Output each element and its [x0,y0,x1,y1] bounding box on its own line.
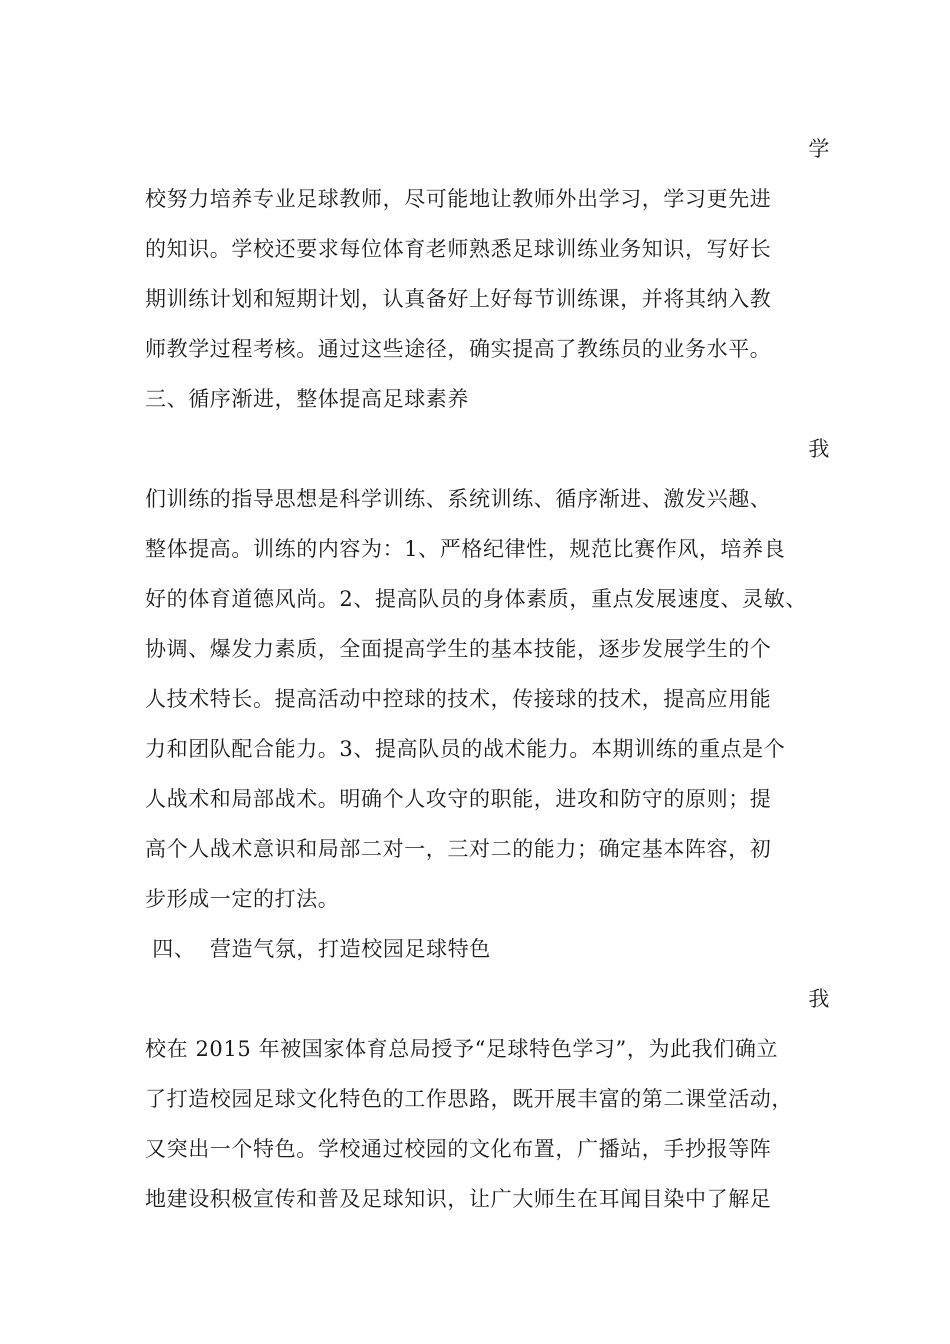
paragraph-line: 了打造校园足球文化特色的工作思路，既开展丰富的第二课堂活动， [145,1087,793,1111]
paragraph-line: 高个人战术意识和局部二对一，三对二的能力；确定基本阵容，初 [145,837,772,861]
paragraph-line: 人技术特长。提高活动中控球的技术，传接球的技术，提高应用能 [145,687,772,711]
paragraph-line: 校努力培养专业足球教师，尽可能地让教师外出学习，学习更先进 [145,187,772,211]
paragraph-line: 师教学过程考核。通过这些途径，确实提高了教练员的业务水平。 [145,337,772,361]
paragraph-line: 协调、爆发力素质，全面提高学生的基本技能，逐步发展学生的个 [145,637,772,661]
paragraph-line: 好的体育道德风尚。2、提高队员的身体素质，重点发展速度、灵敏、 [145,587,807,611]
paragraph-line: 又突出一个特色。学校通过校园的文化布置，广播站，手抄报等阵 [145,1137,772,1161]
paragraph-line: 们训练的指导思想是科学训练、系统训练、循序渐进、激发兴趣、 [145,487,772,511]
section-heading-4: 四、 营造气氛，打造校园足球特色 [145,937,491,961]
paragraph-line: 整体提高。训练的内容为：1、严格纪律性，规范比赛作风，培养良 [145,537,786,561]
paragraph-lead-char: 我 [808,437,830,461]
paragraph-line: 人战术和局部战术。明确个人攻守的职能，进攻和防守的原则；提 [145,787,772,811]
paragraph-lead-char: 学 [808,137,830,161]
paragraph-line: 的知识。学校还要求每位体育老师熟悉足球训练业务知识，写好长 [145,237,772,261]
paragraph-line: 期训练计划和短期计划，认真备好上好每节训练课，并将其纳入教 [145,287,772,311]
paragraph-lead-char: 我 [808,987,830,1011]
paragraph-line: 地建设积极宣传和普及足球知识，让广大师生在耳闻目染中了解足 [145,1187,772,1211]
paragraph-line: 步形成一定的打法。 [145,887,340,911]
paragraph-line: 校在 2015 年被国家体育总局授予“足球特色学习”，为此我们确立 [145,1037,779,1061]
paragraph-line: 力和团队配合能力。3、提高队员的战术能力。本期训练的重点是个 [145,737,786,761]
section-heading-3: 三、循序渐进，整体提高足球素养 [145,387,469,411]
